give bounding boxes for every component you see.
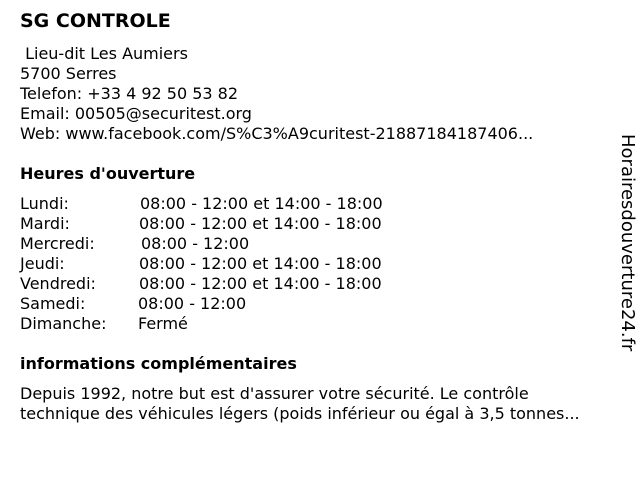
hours-row-samedi — [20, 294, 440, 314]
day-label: Samedi: — [20, 294, 86, 313]
hours-row-mardi — [20, 214, 440, 234]
time-range: 08:00 - 12:00 — [141, 234, 250, 253]
description-text — [20, 384, 580, 424]
time-range: 08:00 - 12:00 et 14:00 - 18:00 — [139, 274, 382, 293]
hours-row-vendredi — [20, 274, 440, 294]
hours-row-dimanche — [20, 314, 440, 334]
business-name: SG CONTROLE — [20, 10, 171, 32]
contact-block — [20, 44, 533, 144]
description-line: Depuis 1992, notre but est d'assurer votre sécurité. Le contrôle — [20, 384, 529, 403]
description-line: technique des véhicules légers (poids inférieur ou égal à 3,5 tonnes... — [20, 404, 580, 423]
address-line: Lieu-dit Les Aumiers — [20, 44, 188, 63]
hours-row-lundi — [20, 194, 440, 214]
day-label: Mercredi: — [20, 234, 95, 253]
time-range: 08:00 - 12:00 et 14:00 - 18:00 — [139, 214, 382, 233]
opening-hours-heading: Heures d'ouverture — [20, 164, 196, 183]
time-range: 08:00 - 12:00 — [138, 294, 247, 313]
city-line: 5700 Serres — [20, 64, 117, 83]
day-label: Jeudi: — [20, 254, 65, 273]
day-label: Lundi: — [20, 194, 69, 213]
phone-line: Telefon: +33 4 92 50 53 82 — [20, 84, 239, 103]
email-line: Email: 00505@securitest.org — [20, 104, 252, 123]
watermark-text: Horairesdouverture24.fr — [617, 134, 638, 352]
day-label: Dimanche: — [20, 314, 107, 333]
time-range: 08:00 - 12:00 et 14:00 - 18:00 — [140, 194, 383, 213]
hours-row-mercredi — [20, 234, 440, 254]
day-label: Vendredi: — [20, 274, 96, 293]
time-range: 08:00 - 12:00 et 14:00 - 18:00 — [139, 254, 382, 273]
opening-hours-table — [20, 194, 440, 334]
time-range: Fermé — [138, 314, 188, 333]
site-watermark — [612, 134, 638, 374]
web-line: Web: www.facebook.com/S%C3%A9curitest-21887184187406... — [20, 124, 534, 143]
additional-info-heading: informations complémentaires — [20, 354, 297, 373]
hours-row-jeudi — [20, 254, 440, 274]
day-label: Mardi: — [20, 214, 70, 233]
